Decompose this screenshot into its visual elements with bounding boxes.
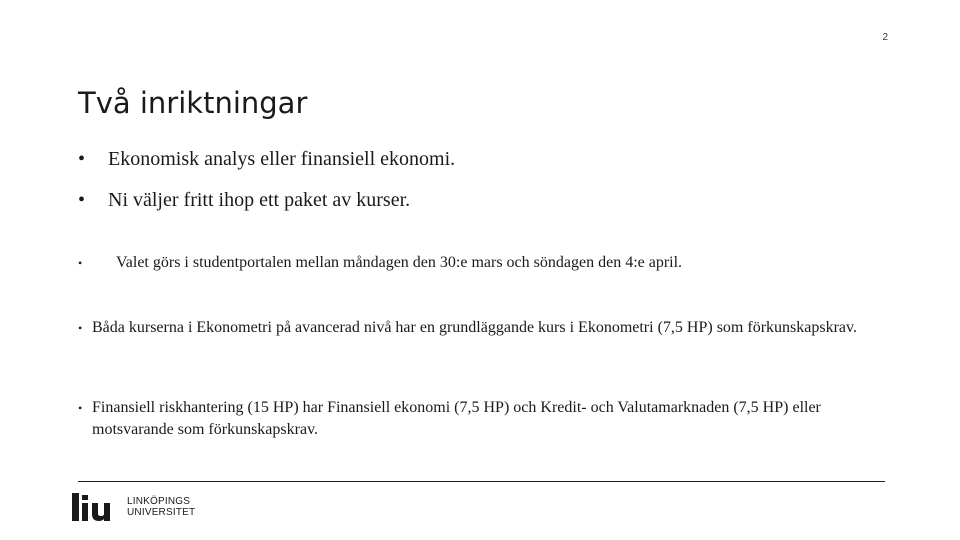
bullet-item — [78, 148, 455, 171]
bullet-marker: • — [78, 189, 86, 211]
bullet-text: Ekonomisk analys eller finansiell ekonomi. — [108, 148, 456, 170]
slide-title: Två inriktningar — [78, 86, 308, 120]
liu-logo-icon — [72, 492, 122, 522]
bullet-text: Valet görs i studentportalen mellan måndagen den 30:e mars och söndagen den 4:e april. — [116, 254, 683, 271]
logo-wordmark — [127, 496, 195, 518]
university-logo — [72, 492, 195, 522]
bullet-item — [78, 397, 882, 441]
bullet-marker: • — [78, 321, 83, 335]
bullet-text: Båda kurserna i Ekonometri på avancerad nivå har en grundläggande kurs i Ekonometri (7,5 HP) som förkunskapskrav. — [92, 319, 857, 336]
bullet-text: Ni väljer fritt ihop ett paket av kurser. — [108, 189, 411, 211]
logo-line-1: LINKÖPINGS — [127, 496, 191, 507]
bullet-text: Finansiell riskhantering (15 HP) har Finansiell ekonomi (7,5 HP) och Kredit- och Valutamarknaden (7,5 HP) eller motsvarande som förkunskapskrav. — [92, 399, 821, 438]
bullet-item — [78, 317, 882, 339]
logo-line-2: UNIVERSITET — [127, 507, 196, 518]
bullet-item — [78, 189, 410, 212]
bullet-marker: • — [78, 401, 83, 415]
bullet-marker: • — [78, 256, 83, 270]
bullet-item — [78, 254, 682, 272]
bullet-marker: • — [78, 148, 86, 170]
page-number: 2 — [882, 32, 888, 43]
footer-divider — [78, 481, 885, 482]
